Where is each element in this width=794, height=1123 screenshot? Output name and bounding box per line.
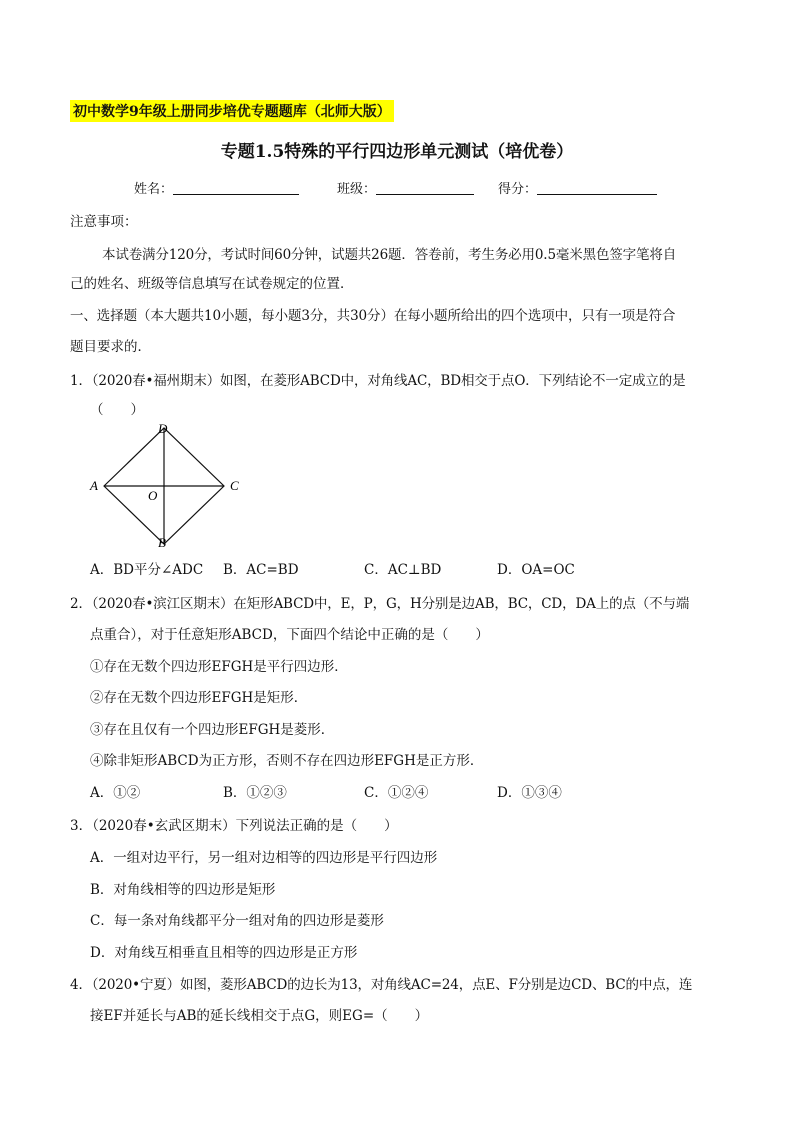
score-blank[interactable] — [537, 180, 657, 195]
class-field[interactable] — [337, 178, 474, 197]
q1-stem-line-2: （ ） — [90, 402, 144, 418]
notice-line-2: 己的姓名、班级等信息填写在试卷规定的位置． — [70, 276, 354, 292]
score-label: 得分： — [498, 182, 538, 197]
q3-option-b[interactable]: B．对角线相等的四边形是矩形 — [90, 882, 276, 898]
q2-option-a[interactable]: A．①② — [90, 785, 141, 801]
label-a: A — [90, 478, 98, 493]
q3-option-c[interactable]: C．每一条对角线都平分一组对角的四边形是菱形 — [90, 913, 384, 929]
q1-option-a[interactable]: A．BD平分∠ADC — [90, 562, 204, 578]
q3-option-a[interactable]: A．一组对边平行，另一组对边相等的四边形是平行四边形 — [90, 850, 438, 866]
class-blank[interactable] — [376, 180, 474, 195]
q1-option-b[interactable]: B．AC=BD — [223, 562, 299, 578]
q2-statement-4: ④除非矩形ABCD为正方形，否则不存在四边形EFGH是正方形． — [90, 753, 484, 769]
rhombus-figure — [84, 418, 254, 553]
q4-stem-line-2: 接EF并延长与AB的延长线相交于点G，则EG=（ ） — [90, 1008, 429, 1024]
class-label: 班级： — [337, 182, 377, 197]
q1-stem-line-1: 1．（2020春•福州期末）如图，在菱形ABCD中，对角线AC，BD相交于点O．下列结论不一定成立的是 — [70, 373, 686, 389]
label-c: C — [230, 478, 239, 493]
section-heading-line-2: 题目要求的． — [70, 339, 151, 355]
notice-line-1: 本试卷满分120分，考试时间60分钟，试题共26题．答卷前，考生务必用0.5毫米黑色签字笔将自 — [102, 247, 677, 263]
name-label: 姓名： — [134, 182, 174, 197]
name-field[interactable] — [134, 178, 299, 197]
name-blank[interactable] — [173, 180, 299, 195]
label-o: O — [148, 488, 158, 503]
q3-stem: 3．（2020春•玄武区期末）下列说法正确的是（ ） — [70, 818, 398, 834]
q2-option-b[interactable]: B．①②③ — [223, 785, 287, 801]
page-title: 专题1.5特殊的平行四边形单元测试（培优卷） — [220, 142, 574, 162]
q1-option-c[interactable]: C．AC⊥BD — [364, 562, 442, 578]
q2-stem-line-2: 点重合），对于任意矩形ABCD，下面四个结论中正确的是（ ） — [90, 627, 489, 643]
notice-heading: 注意事项： — [70, 214, 138, 230]
q2-statement-2: ②存在无数个四边形EFGH是矩形． — [90, 690, 308, 706]
q1-option-d[interactable]: D．OA=OC — [497, 562, 575, 578]
label-d: D — [158, 421, 168, 436]
q2-statement-1: ①存在无数个四边形EFGH是平行四边形． — [90, 659, 348, 675]
q2-stem-line-1: 2．（2020春•滨江区期末）在矩形ABCD中，E，P，G，H分别是边AB，BC，CD，DA上的点（不与端 — [70, 596, 690, 612]
score-field[interactable] — [498, 178, 657, 197]
section-heading-line-1: 一、选择题（本大题共10小题，每小题3分，共30分）在每小题所给出的四个选项中，只有一项是符合 — [70, 308, 676, 324]
q3-option-d[interactable]: D．对角线互相垂直且相等的四边形是正方形 — [90, 945, 358, 961]
q2-option-d[interactable]: D．①③④ — [497, 785, 562, 801]
q4-stem-line-1: 4．（2020•宁夏）如图，菱形ABCD的边长为13，对角线AC=24，点E、F分别是边CD、BC的中点，连 — [70, 977, 693, 993]
series-banner: 初中数学9年级上册同步培优专题题库（北师大版） — [70, 100, 394, 122]
q2-option-c[interactable]: C．①②④ — [364, 785, 429, 801]
q2-statement-3: ③存在且仅有一个四边形EFGH是菱形． — [90, 722, 335, 738]
label-b: B — [158, 535, 166, 550]
